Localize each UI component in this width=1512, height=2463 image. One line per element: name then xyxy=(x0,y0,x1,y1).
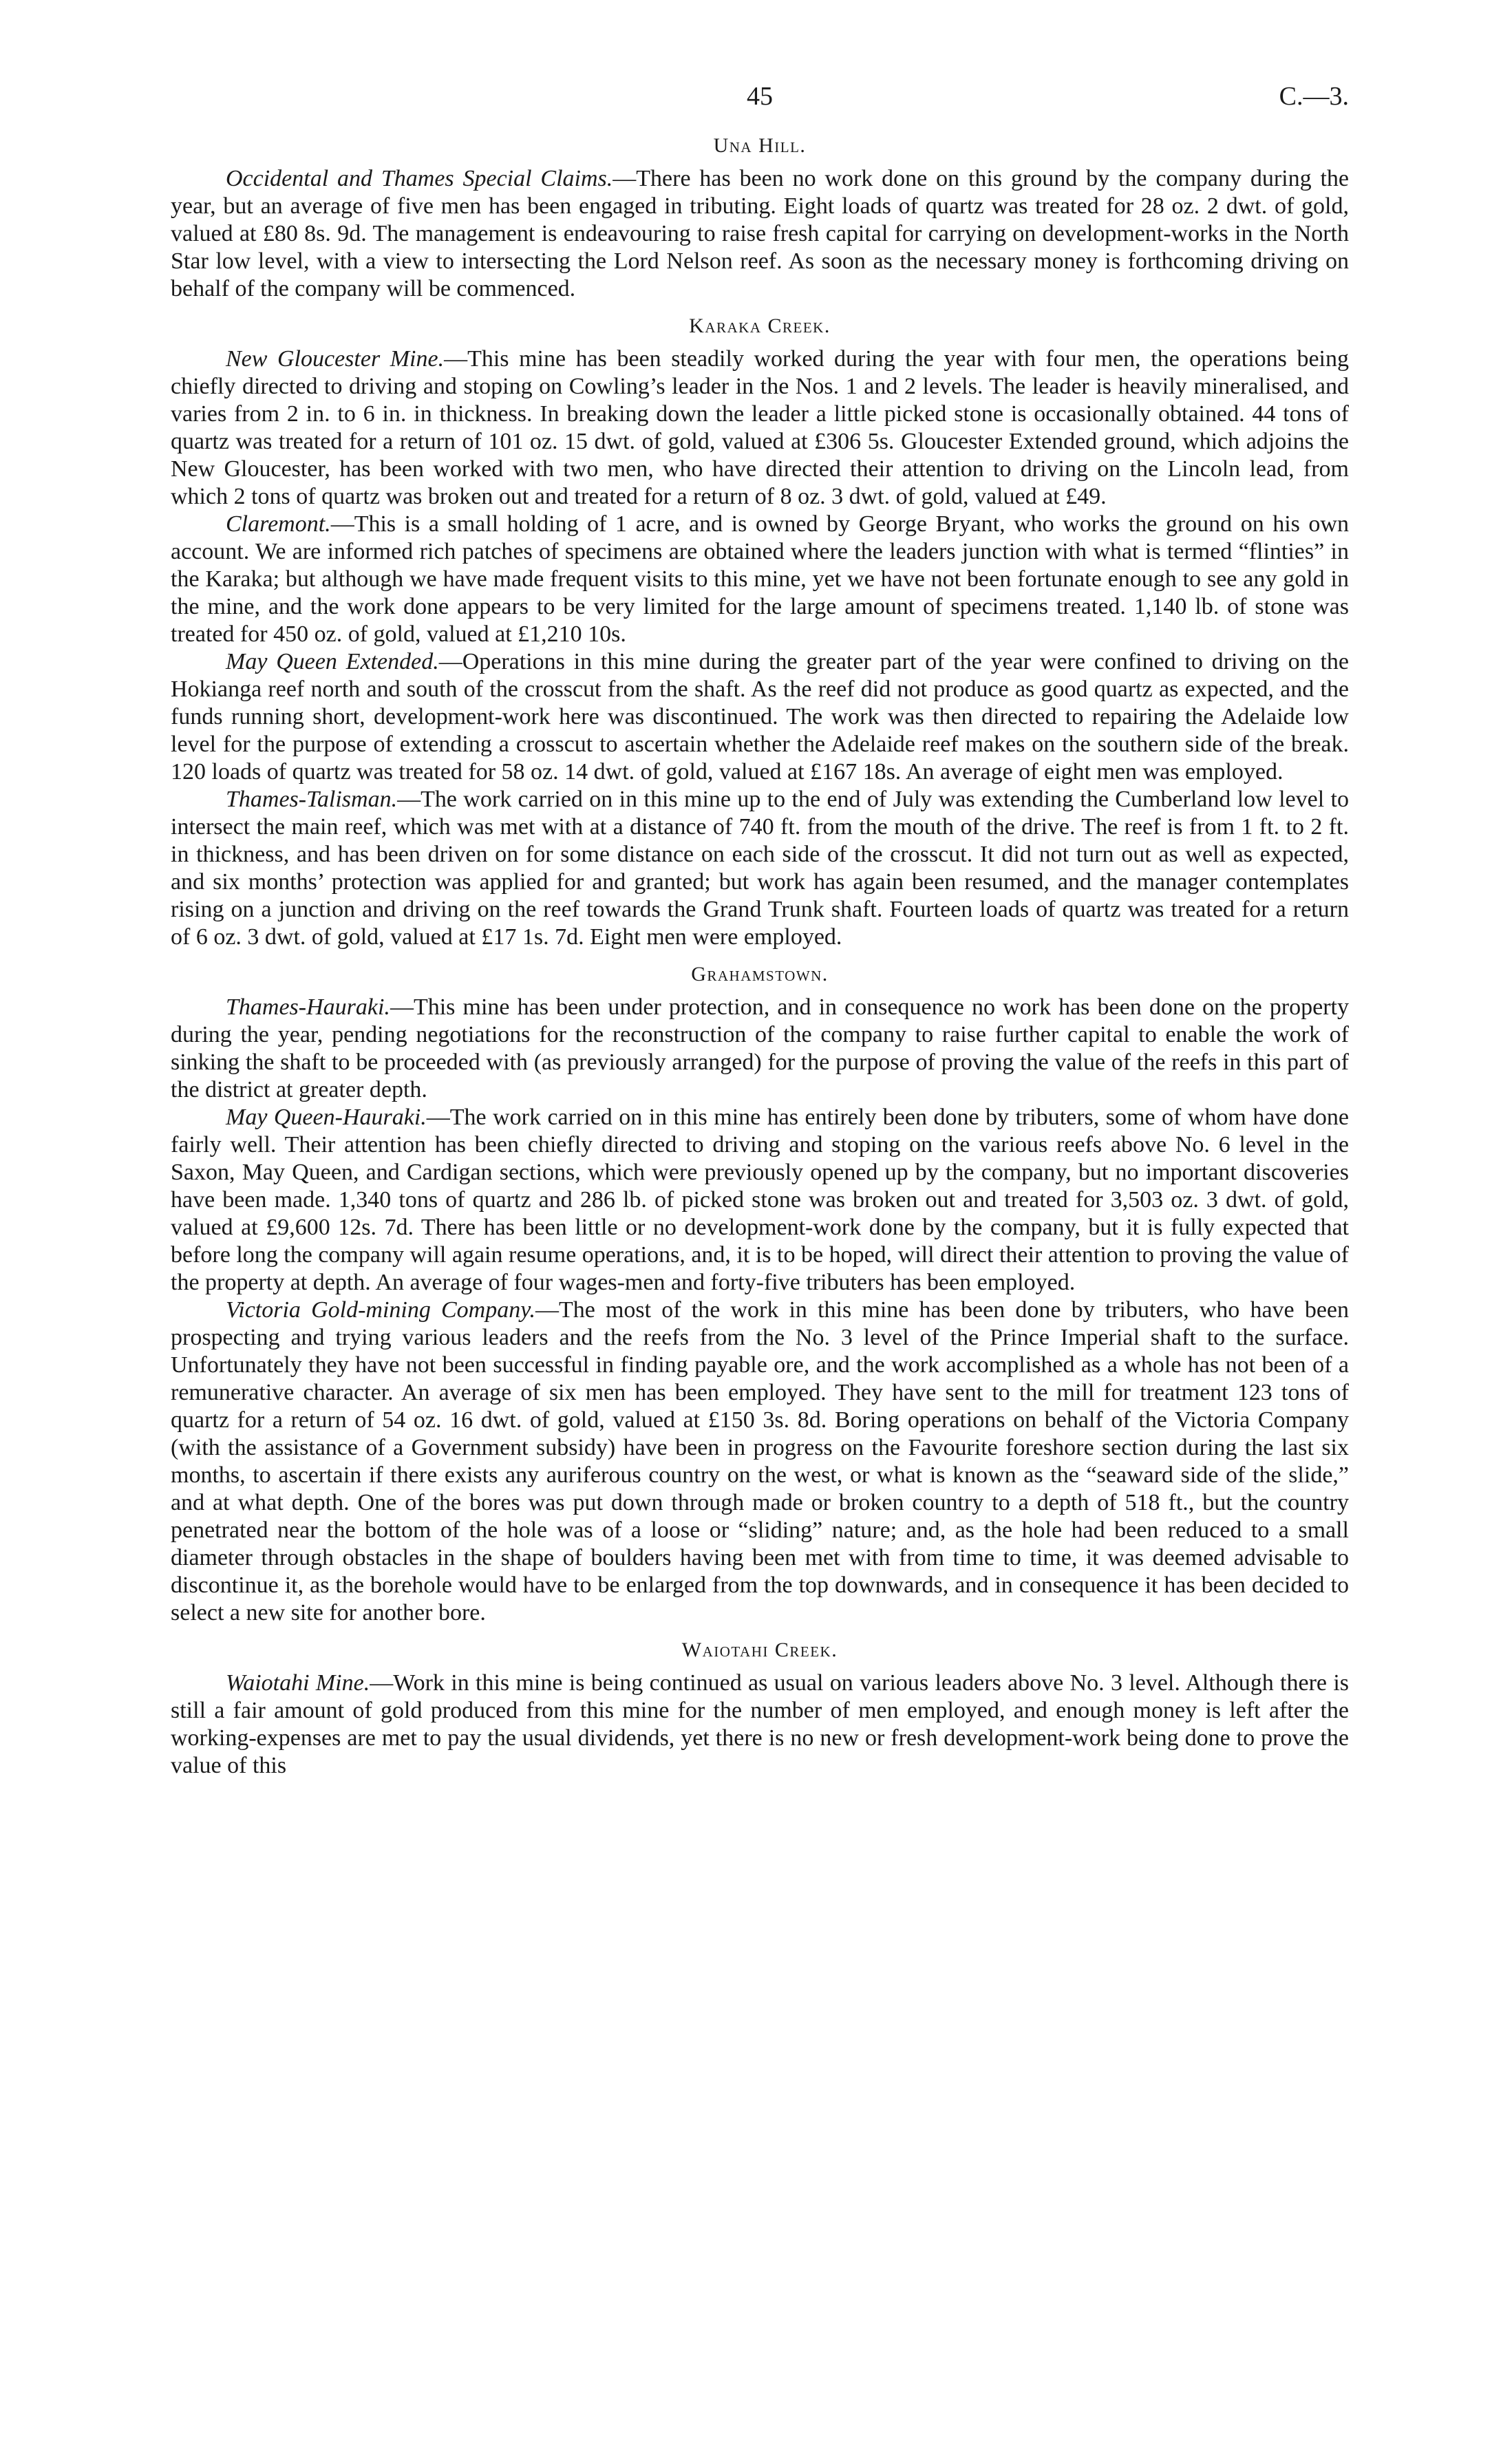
paragraph-claremont xyxy=(171,511,1349,648)
section-heading-una-hill: Una Hill. xyxy=(713,134,807,157)
paragraph-waiotahi-mine xyxy=(171,1670,1349,1780)
page-number: 45 xyxy=(747,82,773,111)
paragraph-lead: Claremont. xyxy=(226,511,331,537)
paragraph-text: —Work in this mine is being continued as usual on various leaders above No. 3 level. Although there is still a fair amount of gold produced from this mine for the number of men employed, and enough money is left after the working-expenses are met to pay the usual dividends, yet there is no new or fresh development-work being done to prove the value of this xyxy=(171,1670,1350,1778)
paragraph-text: —Operations in this mine during the greater part of the year were confined to driving on the Hokianga reef north and south of the crosscut from the shaft. As the reef did not produce as good quartz as expected, and the funds running short, development-work here was discontinued. The work was then directed to repairing the Adelaide low level for the purpose of extending a crosscut to ascertain whether the Adelaide reef makes on the southern side of the break. 120 loads of quartz was treated for 58 oz. 14 dwt. of gold, valued at £167 18s. An average of eight men was employed. xyxy=(171,649,1349,785)
paragraph-text: —There has been no work done on this ground by the company during the year, but an average of five men has been engaged in tributing. Eight loads of quartz was treated for 28 oz. 2 dwt. of gold, valued at £80 8s. 9d. The management is endeavouring to raise fresh capital for carrying on development-works in the North Star low level, with a view to intersecting the Lord Nelson reef. As soon as the necessary money is forthcoming driving on behalf of the company will be commenced. xyxy=(171,166,1349,301)
paragraph-text: —The work carried on in this mine up to the end of July was extending the Cumberland low level to intersect the main reef, which was met with at a distance of 740 ft. from the mouth of the drive. The reef is from 1 ft. to 2 ft. in thickness, and has been driven on for some distance on each side of the crosscut. It did not turn out as well as expected, and six months’ protection was applied for and granted; but work has again been resumed, and the manager contemplates rising on a junction and driving on the reef towards the Grand Trunk shaft. Fourteen loads of quartz was treated for a return of 6 oz. 3 dwt. of gold, valued at £17 1s. 7d. Eight men were employed. xyxy=(171,787,1349,950)
paragraph-lead: Waiotahi Mine. xyxy=(226,1670,370,1696)
paragraph-lead: Occidental and Thames Special Claims. xyxy=(226,166,613,191)
section-heading-waiotahi-creek: Waiotahi Creek. xyxy=(681,1639,838,1661)
section-heading-grahamstown: Grahamstown. xyxy=(691,963,829,985)
paragraph-text: —This mine has been under protection, and in consequence no work has been done on the property during the year, pending negotiations for the reconstruction of the company to raise further capital to enable the work of sinking the shaft to be proceeded with (as previously arranged) for the purpose of proving the value of the reefs in this part of the district at greater depth. xyxy=(171,994,1349,1102)
paragraph-lead: Thames-Talisman. xyxy=(226,787,398,812)
paragraph-lead: May Queen Extended. xyxy=(226,649,439,674)
paragraph-may-queen-extended xyxy=(171,648,1349,786)
paragraph-victoria-gold-mining xyxy=(171,1297,1349,1627)
paragraph-text: —This is a small holding of 1 acre, and is owned by George Bryant, who works the ground on his own account. We are informed rich patches of specimens are obtained where the leaders junction with what is termed “flinties” in the Karaka; but although we have made frequent visits to this mine, yet we have not been fortunate enough to see any gold in the mine, and the work done appears to be very limited for the large amount of specimens treated. 1,140 lb. of stone was treated for 450 oz. of gold, valued at £1,210 10s. xyxy=(171,511,1349,647)
paragraph-may-queen-hauraki xyxy=(171,1104,1349,1297)
paragraph-lead: May Queen-Hauraki. xyxy=(226,1105,427,1130)
paragraph-thames-hauraki xyxy=(171,994,1349,1104)
document-page xyxy=(171,83,1349,1780)
paragraph-lead: Victoria Gold-mining Company. xyxy=(226,1297,535,1323)
paragraph-text: —The most of the work in this mine has been done by tributers, who have been prospecting and trying various leaders and the reefs from the No. 3 level of the Prince Imperial shaft to the surface. Unfortunately they have not been successful in finding payable ore, and the work accomplished as a whole has not been of a remunerative character. An average of six men has been employed. They have sent to the mill for treatment 123 tons of quartz for a return of 54 oz. 16 dwt. of gold, valued at £150 3s. 8d. Boring operations on behalf of the Victoria Company (with the assistance of a Government subsidy) have been in progress on the Favourite foreshore section during the last six months, to ascertain if there exists any auriferous country on the west, or what is known as the “seaward side of the slide,” and at what depth. One of the bores was put down through made or broken country to a depth of 518 ft., but the country penetrated near the bottom of the hole was of a loose or “sliding” nature; and, as the hole had been reduced to a small diameter through obstacles in the shape of boulders having been met with from time to time, it was deemed advisable to discontinue it, as the borehole would have to be enlarged from the top downwards, and in consequence it has been decided to select a new site for another bore. xyxy=(171,1297,1349,1625)
section-heading-karaka-creek: Karaka Creek. xyxy=(689,314,831,337)
document-reference: C.—3. xyxy=(1279,82,1349,111)
paragraph-lead: Thames-Hauraki. xyxy=(226,994,390,1020)
paragraph-occidental-thames xyxy=(171,165,1349,303)
paragraph-text: —The work carried on in this mine has entirely been done by tributers, some of whom have done fairly well. Their attention has been chiefly directed to driving and stoping on the various reefs above No. 6 level in the Saxon, May Queen, and Cardigan sections, which were previously opened up by the company, but no important discoveries have been made. 1,340 tons of quartz and 286 lb. of picked stone was broken out and treated for 3,503 oz. 3 dwt. of gold, valued at £9,600 12s. 7d. There has been little or no development-work done by the company, but it is fully expected that before long the company will again resume operations, and, it is to be hoped, will direct their attention to proving the value of the property at depth. An average of four wages-men and forty-five tributers has been employed. xyxy=(171,1105,1349,1295)
paragraph-thames-talisman xyxy=(171,786,1349,951)
running-head xyxy=(171,83,1349,122)
paragraph-new-gloucester xyxy=(171,345,1349,511)
paragraph-lead: New Gloucester Mine. xyxy=(226,346,445,372)
paragraph-text: —This mine has been steadily worked during the year with four men, the operations being chiefly directed to driving and stoping on Cowling’s leader in the Nos. 1 and 2 levels. The leader is heavily mineralised, and varies from 2 in. to 6 in. in thickness. In breaking down the leader a little picked stone is occasionally obtained. 44 tons of quartz was treated for a return of 101 oz. 15 dwt. of gold, valued at £306 5s. Gloucester Extended ground, which adjoins the New Gloucester, has been worked with two men, who have directed their attention to driving on the Lincoln lead, from which 2 tons of quartz was broken out and treated for a return of 8 oz. 3 dwt. of gold, valued at £49. xyxy=(171,346,1349,509)
